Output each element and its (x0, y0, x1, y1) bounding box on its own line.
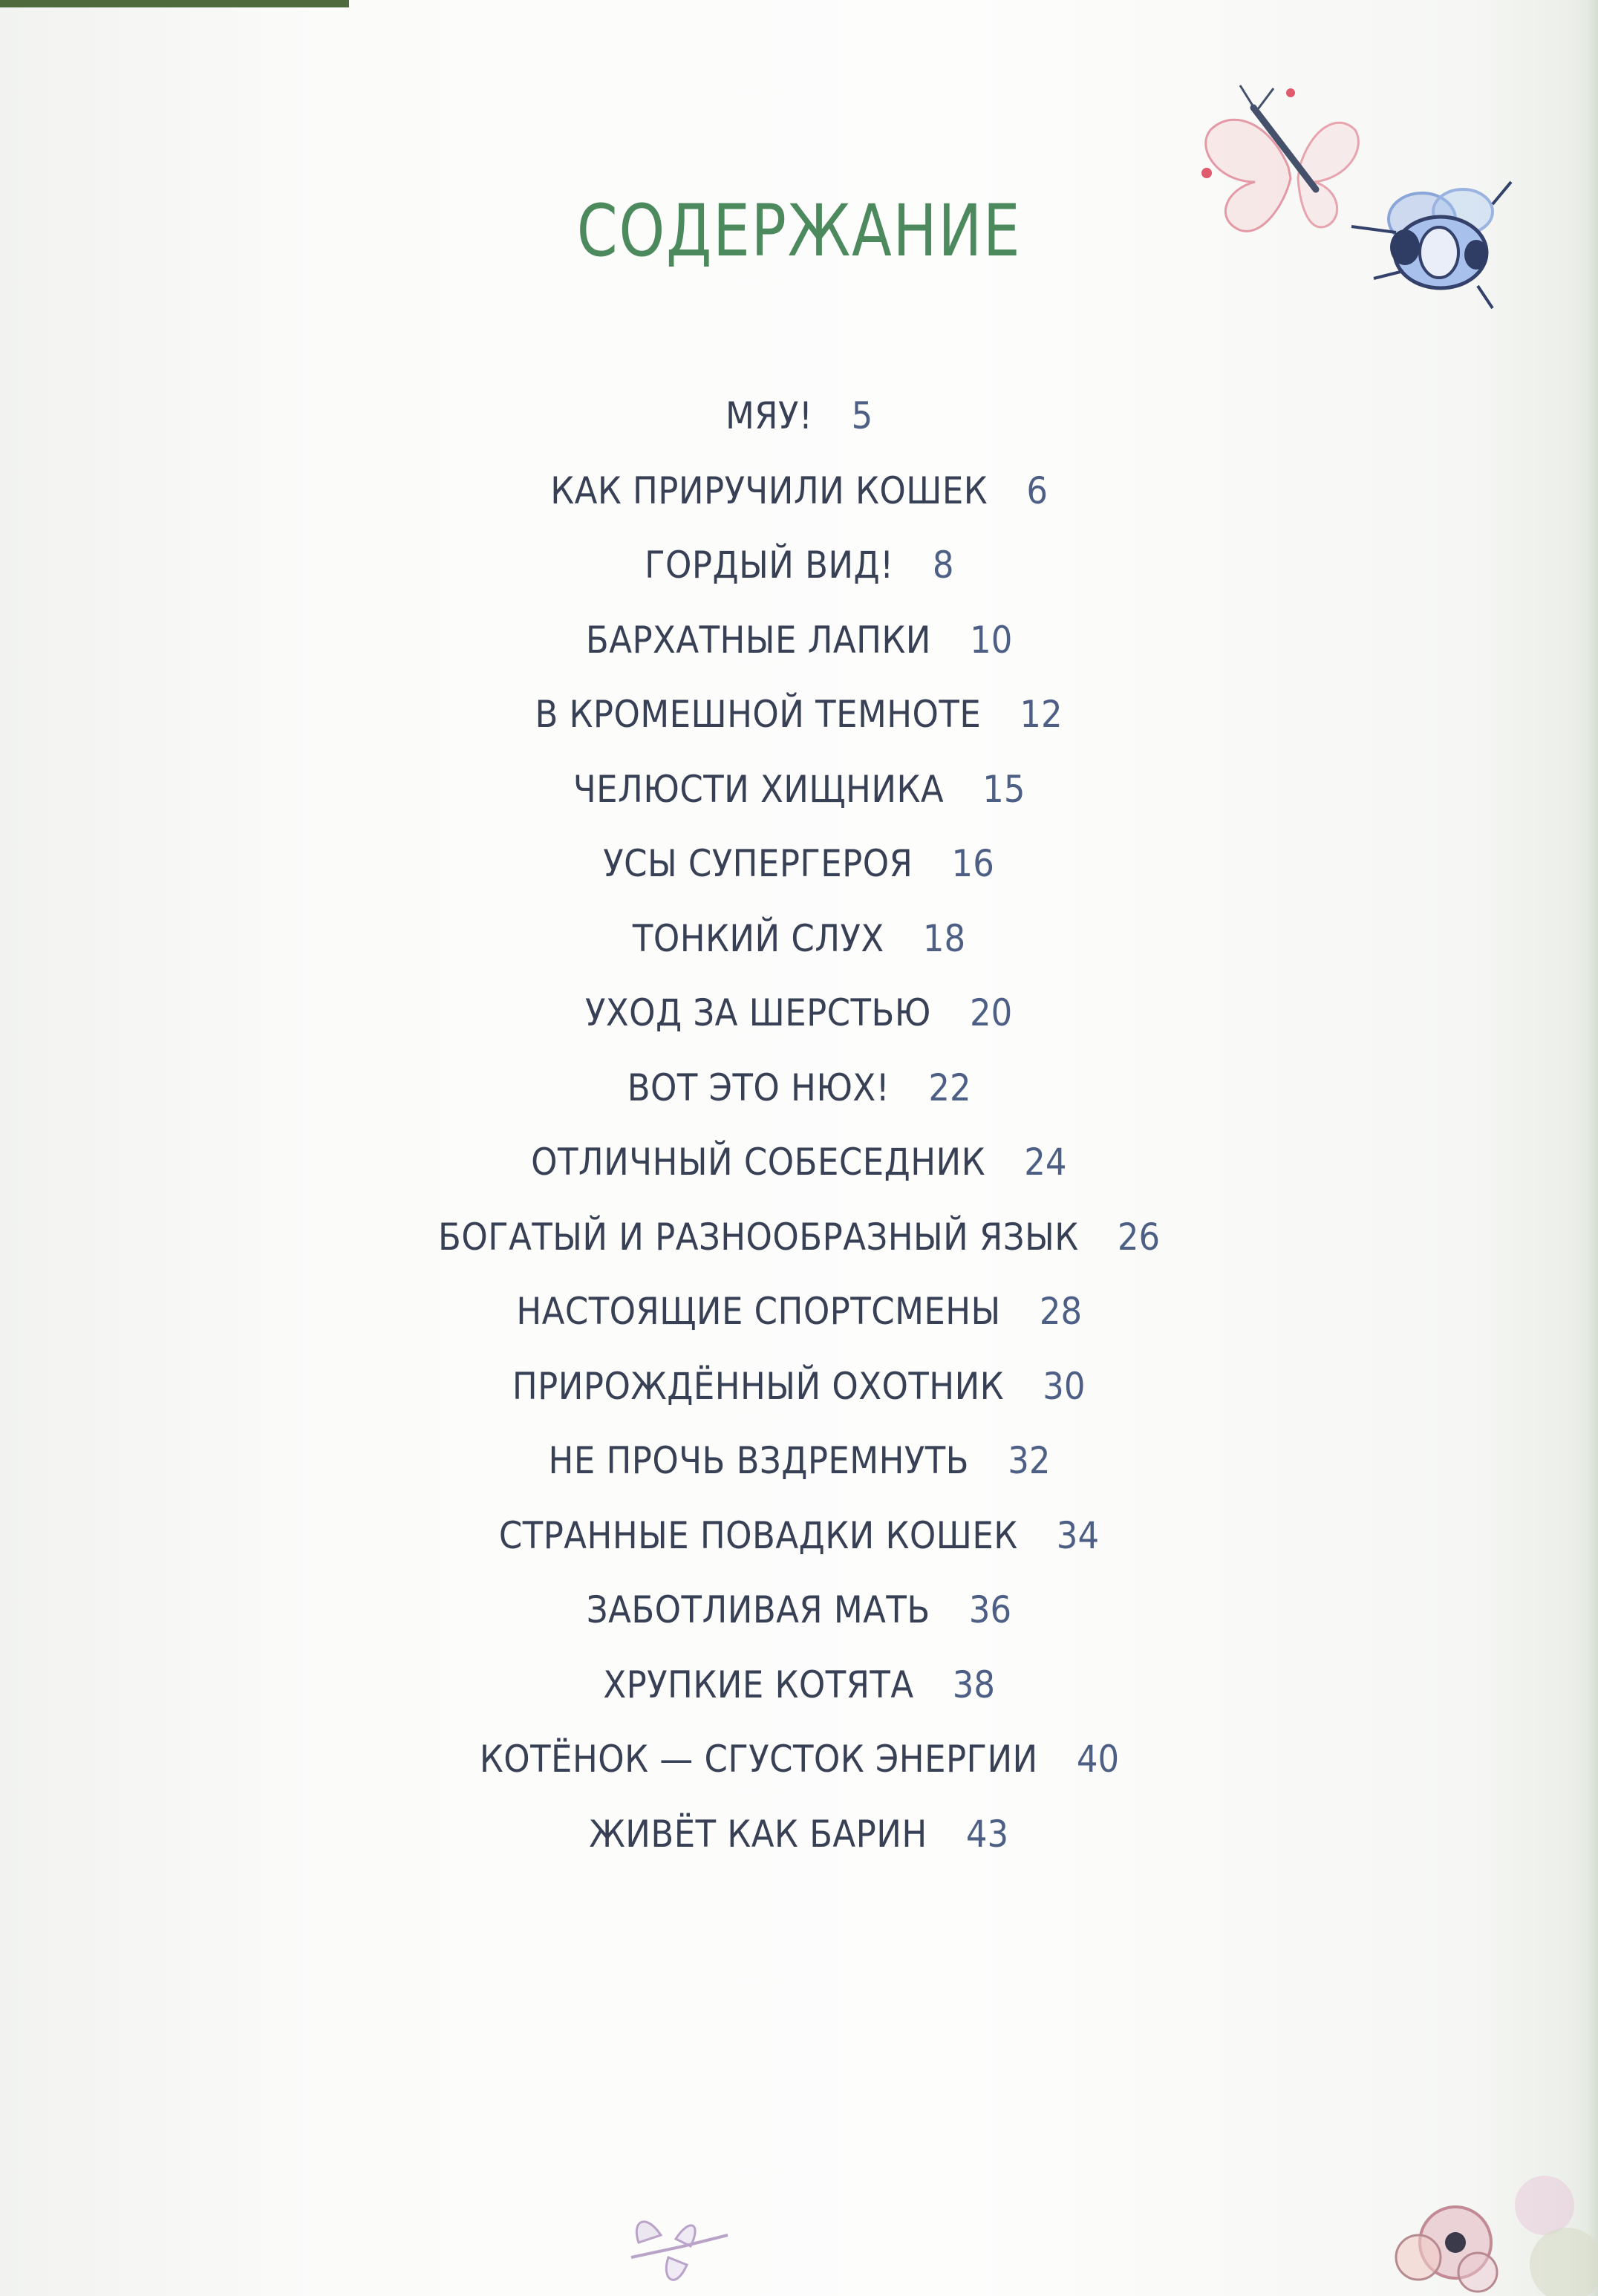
toc-entry-content (512, 1357, 1086, 1416)
toc-entry (0, 1431, 1598, 1490)
toc-entry-content (479, 1729, 1118, 1789)
toc-entry (0, 461, 1598, 521)
toc-entry-content (604, 834, 995, 893)
toc-entry-title: ЗАБОТЛИВАЯ МАТЬ (586, 1588, 930, 1631)
toc-entry (0, 1282, 1598, 1341)
toc-entry (0, 1655, 1598, 1715)
toc-entry-content (645, 535, 953, 595)
toc-entry-content (725, 386, 873, 446)
toc-entry-title: ПРИРОЖДЁННЫЙ ОХОТНИК (512, 1364, 1005, 1408)
toc-entry (0, 834, 1598, 893)
toc-entry-title: БАРХАТНЫЕ ЛАПКИ (585, 618, 931, 662)
toc-entry (0, 983, 1598, 1043)
toc-entry-page-number: 26 (1117, 1215, 1161, 1259)
toc-entry-content (550, 461, 1048, 521)
toc-entry (0, 1058, 1598, 1118)
toc-entry-page-number: 34 (1056, 1513, 1100, 1557)
toc-entry (0, 1804, 1598, 1864)
toc-entry (0, 610, 1598, 670)
toc-entry (0, 760, 1598, 819)
photo-edge-strip (0, 0, 349, 7)
toc-entry-title: КАК ПРИРУЧИЛИ КОШЕК (550, 469, 988, 512)
toc-entry-page-number: 22 (928, 1066, 971, 1109)
toc-entry-title: ГОРДЫЙ ВИД! (644, 544, 894, 587)
toc-entry-page-number: 32 (1007, 1439, 1050, 1482)
toc-entry-content (535, 685, 1063, 744)
toc-entry-title: НАСТОЯЩИЕ СПОРТСМЕНЫ (516, 1290, 1001, 1333)
toc-entry-content (438, 1207, 1160, 1267)
toc-entry (0, 909, 1598, 968)
toc-entry-page-number: 10 (969, 618, 1013, 662)
toc-entry-page-number: 40 (1076, 1738, 1119, 1781)
toc-entry-content (516, 1282, 1082, 1341)
toc-entry-title: МЯУ! (725, 394, 813, 437)
toc-entry-content (633, 909, 965, 968)
toc-entry-title: ТОНКИЙ СЛУХ (632, 916, 884, 960)
toc-entry-content (627, 1058, 971, 1118)
toc-entry (0, 1729, 1598, 1789)
toc-entry-page-number: 38 (952, 1663, 995, 1706)
toc-entry-title: В КРОМЕШНОЙ ТЕМНОТЕ (535, 693, 982, 736)
flower-icon (1366, 2176, 1598, 2296)
toc-entry-title: ЖИВЁТ КАК БАРИН (589, 1812, 927, 1856)
toc-entry-page-number: 24 (1024, 1141, 1067, 1184)
toc-entry-title: УСЫ СУПЕРГЕРОЯ (603, 842, 913, 885)
toc-entry-page-number: 36 (968, 1588, 1012, 1631)
toc-entry-title: БОГАТЫЙ И РАЗНООБРАЗНЫЙ ЯЗЫК (437, 1215, 1079, 1259)
toc-entry-page-number: 43 (966, 1812, 1009, 1856)
toc-entry (0, 685, 1598, 744)
toc-entry-title: СТРАННЫЕ ПОВАДКИ КОШЕК (498, 1513, 1018, 1557)
toc-entry-content (587, 1580, 1011, 1640)
dragonfly-icon (616, 2205, 750, 2296)
page-title: СОДЕРЖАНИЕ (576, 189, 1022, 273)
toc-entry-title: ОТЛИЧНЫЙ СОБЕСЕДНИК (531, 1141, 986, 1184)
toc-entry (0, 386, 1598, 446)
toc-entry-page-number: 15 (982, 767, 1025, 811)
toc-entry-page-number: 12 (1020, 693, 1063, 736)
toc-entry-page-number: 8 (932, 544, 954, 587)
toc-entry-page-number: 20 (970, 991, 1013, 1034)
toc-entry-content (603, 1655, 995, 1715)
toc-entry-page-number: 5 (851, 394, 873, 437)
toc-entry (0, 1506, 1598, 1565)
toc-entry-title: НЕ ПРОЧЬ ВЗДРЕМНУТЬ (548, 1439, 969, 1482)
toc-entry (0, 535, 1598, 595)
toc-entry-page-number: 18 (922, 916, 966, 960)
toc-entry-content (548, 1431, 1050, 1490)
toc-entry-title: ВОТ ЭТО НЮХ! (627, 1066, 890, 1109)
toc-entry (0, 1580, 1598, 1640)
toc-entry-page-number: 28 (1039, 1290, 1082, 1333)
toc-entry-content (586, 610, 1012, 670)
toc-entry-content (585, 983, 1012, 1043)
toc-entry-content (573, 760, 1025, 819)
toc-entry-title: ХРУПКИЕ КОТЯТА (603, 1663, 914, 1706)
toc-entry (0, 1357, 1598, 1416)
toc-entry-content (590, 1804, 1009, 1864)
toc-entry-content (531, 1132, 1066, 1192)
toc-entry-page-number: 30 (1043, 1364, 1086, 1408)
toc-entry-title: КОТЁНОК — СГУСТОК ЭНЕРГИИ (479, 1738, 1038, 1781)
toc-entry-page-number: 16 (952, 842, 995, 885)
toc-entry (0, 1132, 1598, 1192)
toc-entry-page-number: 6 (1026, 469, 1048, 512)
toc-entry-title: УХОД ЗА ШЕРСТЬЮ (585, 991, 932, 1034)
toc-entry (0, 1207, 1598, 1267)
toc-entry-title: ЧЕЛЮСТИ ХИЩНИКА (573, 767, 944, 811)
toc-entry-content (499, 1506, 1099, 1565)
